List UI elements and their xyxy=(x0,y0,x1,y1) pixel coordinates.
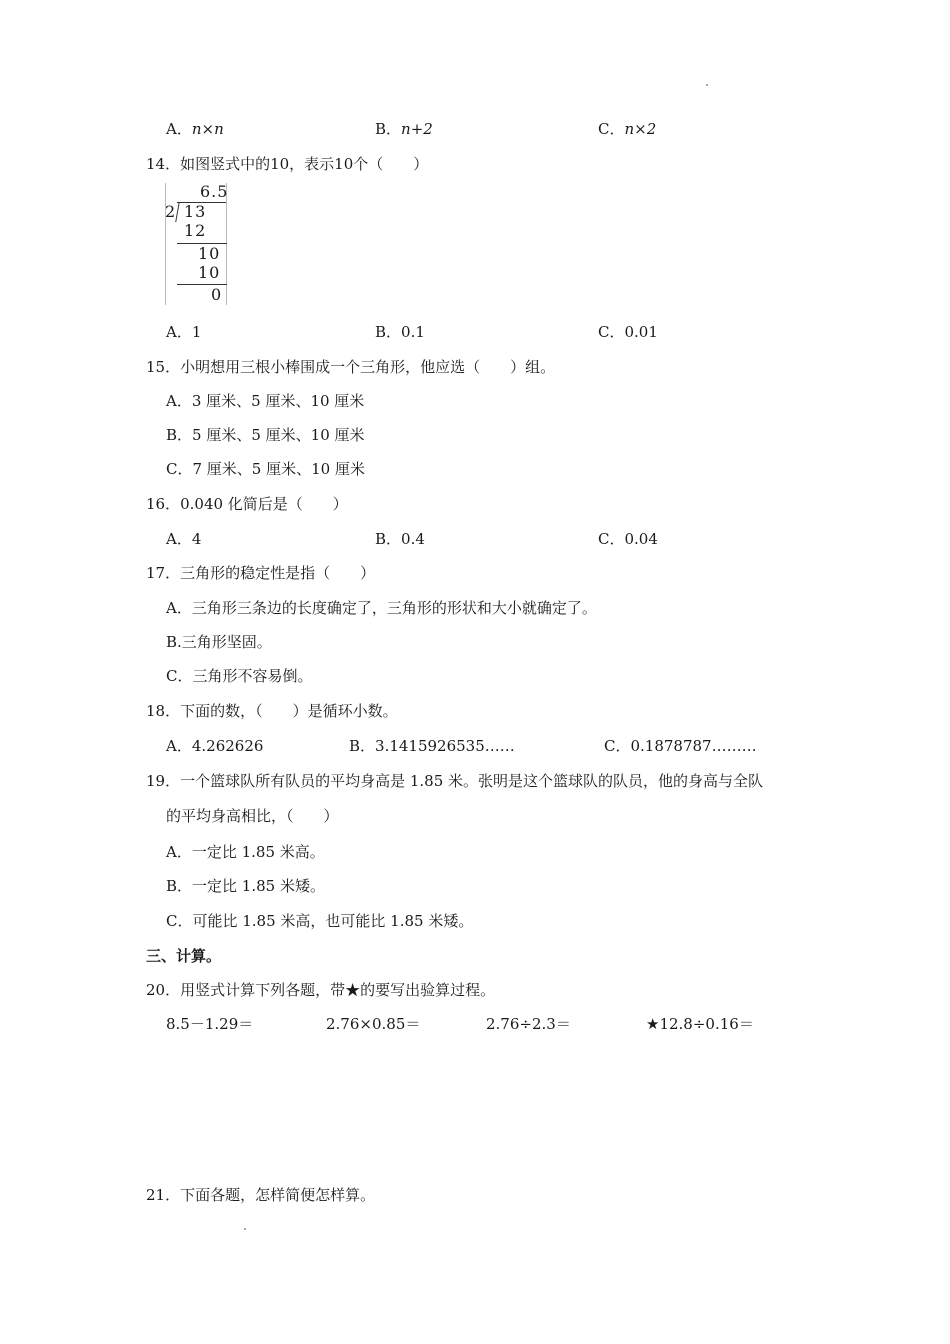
remainder-10: 10 xyxy=(198,244,221,263)
q19-stem-line-2: 的平均身高相比，（ ） xyxy=(166,807,339,825)
q16-option-a[interactable]: A．4 xyxy=(166,530,202,548)
option-expression: n×n xyxy=(191,120,224,138)
q15-stem: 15．小明想用三根小棒围成一个三角形，他应选（ ）组。 xyxy=(146,358,556,376)
figure-right-edge xyxy=(226,183,227,305)
q19-option-c[interactable]: C．可能比 1.85 米高，也可能比 1.85 米矮。 xyxy=(166,912,474,930)
q19-stem-line-1: 19．一个篮球队所有队员的平均身高是 1.85 米。张明是这个篮球队的队员，他的身高与全队 xyxy=(146,772,764,790)
q14-stem: 14．如图竖式中的10，表示10个（ ） xyxy=(146,155,429,173)
q16-option-b[interactable]: B．0.4 xyxy=(375,530,425,548)
divisor: 2 xyxy=(165,202,177,221)
dividend: 13 xyxy=(184,202,207,221)
q16-option-c[interactable]: C．0.04 xyxy=(598,530,658,548)
q20-item-2: 2.76×0.85＝ xyxy=(326,1015,421,1033)
subtract-step-2: 10 xyxy=(198,263,221,282)
q13-option-b[interactable] xyxy=(375,119,433,139)
q15-option-a[interactable]: A．3 厘米、5 厘米、10 厘米 xyxy=(166,392,365,410)
option-letter: B． xyxy=(375,120,402,138)
subtract-step-1: 12 xyxy=(184,221,207,240)
q15-option-c[interactable]: C．7 厘米、5 厘米、10 厘米 xyxy=(166,460,365,478)
q18-option-b[interactable]: B．3.1415926535…… xyxy=(349,737,515,755)
option-letter: C． xyxy=(598,120,625,138)
q20-item-1: 8.5－1.29＝ xyxy=(166,1015,254,1033)
option-expression: n+2 xyxy=(401,120,433,138)
q18-option-a[interactable]: A．4.262626 xyxy=(166,737,264,755)
option-expression: n×2 xyxy=(624,120,657,138)
q20-item-4: ★12.8÷0.16＝ xyxy=(646,1015,754,1033)
q13-option-c[interactable] xyxy=(598,119,656,139)
q14-option-a[interactable]: A．1 xyxy=(166,323,202,341)
q19-option-a[interactable]: A．一定比 1.85 米高。 xyxy=(166,843,325,861)
final-remainder: 0 xyxy=(211,285,223,304)
q17-option-c[interactable]: C．三角形不容易倒。 xyxy=(166,667,313,685)
q14-option-b[interactable]: B．0.1 xyxy=(375,323,425,341)
q20-stem: 20．用竖式计算下列各题，带★的要写出验算过程。 xyxy=(146,981,496,999)
section-heading: 三、计算。 xyxy=(146,947,222,965)
q17-option-b[interactable]: B.三角形坚固。 xyxy=(166,633,272,651)
quotient: 6.5 xyxy=(200,182,229,201)
q17-option-a[interactable]: A．三角形三条边的长度确定了，三角形的形状和大小就确定了。 xyxy=(166,599,597,617)
q19-option-b[interactable]: B．一定比 1.85 米矮。 xyxy=(166,877,325,895)
scan-speck xyxy=(244,1228,246,1230)
q16-stem: 16．0.040 化简后是（ ） xyxy=(146,495,348,513)
q17-stem: 17．三角形的稳定性是指（ ） xyxy=(146,564,376,582)
q21-stem: 21．下面各题，怎样简便怎样算。 xyxy=(146,1186,376,1204)
option-letter: A． xyxy=(166,120,192,138)
q13-option-a[interactable] xyxy=(166,119,224,139)
q14-option-c[interactable]: C．0.01 xyxy=(598,323,658,341)
scan-speck xyxy=(706,84,708,86)
q18-stem: 18．下面的数，（ ）是循环小数。 xyxy=(146,702,398,720)
long-division-figure xyxy=(165,183,229,305)
q15-option-b[interactable]: B．5 厘米、5 厘米、10 厘米 xyxy=(166,426,365,444)
q18-option-c[interactable]: C．0.1878787……… xyxy=(604,737,757,755)
q20-item-3: 2.76÷2.3＝ xyxy=(486,1015,571,1033)
